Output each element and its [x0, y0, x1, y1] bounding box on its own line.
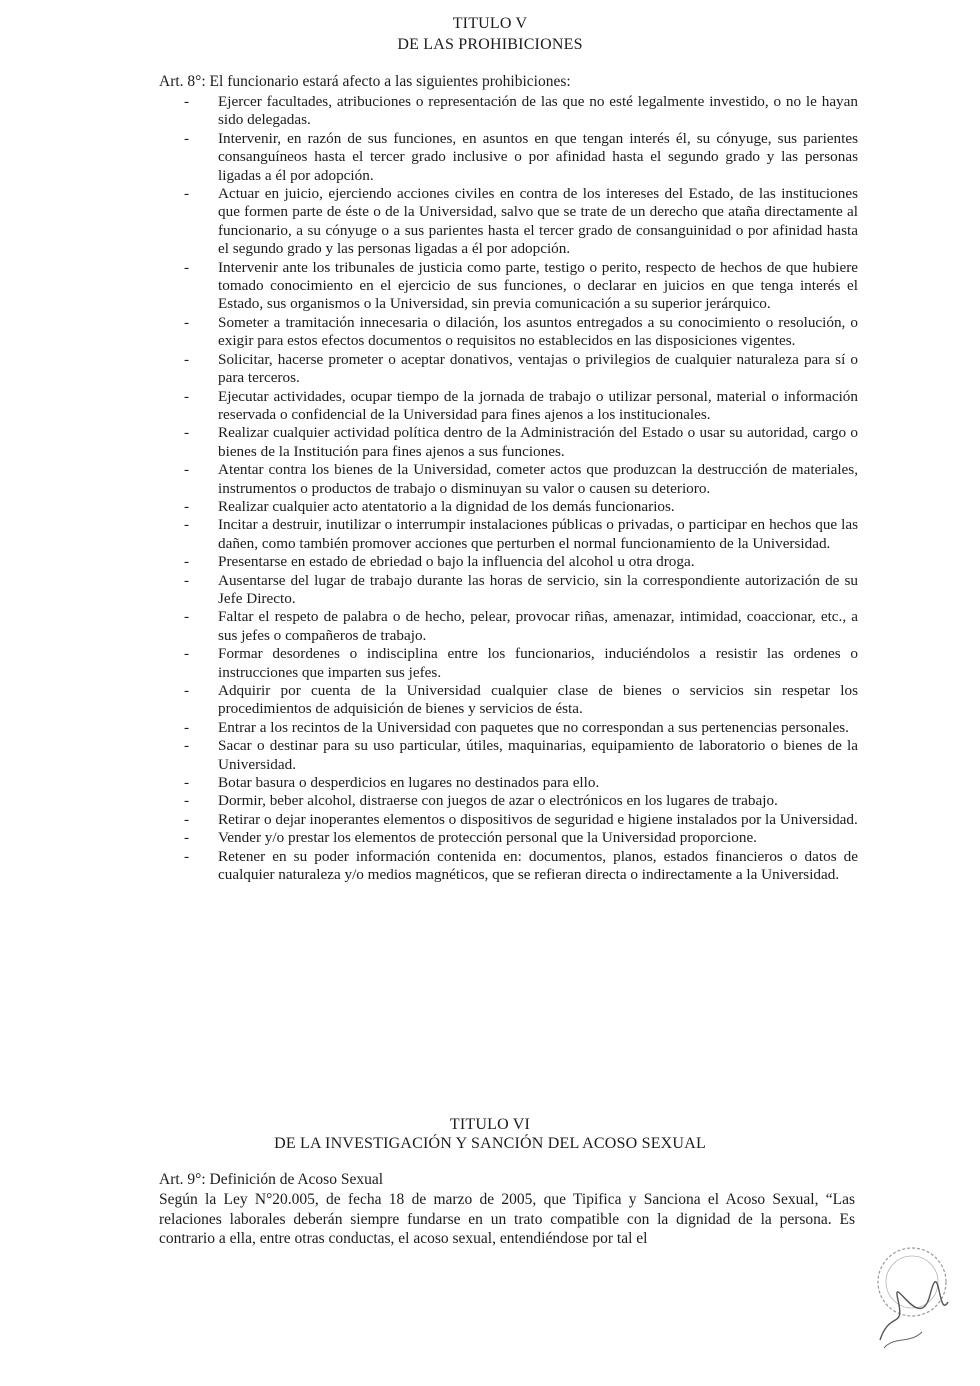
- prohibition-item: [178, 351, 858, 388]
- item-bullet: -: [184, 129, 190, 147]
- titulo-v-subheading: DE LAS PROHIBICIONES: [397, 36, 583, 53]
- prohibition-text: Adquirir por cuenta de la Universidad cualquier clase de bienes o servicios sin respetar los procedimientos de adquisición de bienes y servicios de ésta.: [218, 682, 858, 718]
- item-bullet: -: [184, 737, 190, 755]
- prohibition-text: Faltar el respeto de palabra o de hecho, pelear, provocar riñas, amenazar, intimidad, coaccionar, etc., a sus jefes o compañeros de trabajo.: [218, 608, 858, 644]
- prohibition-item: [178, 608, 858, 645]
- prohibition-text: Sacar o destinar para su uso particular, útiles, maquinarias, equipamiento de laboratorio o bienes de la Universidad.: [218, 737, 858, 773]
- item-bullet: -: [184, 516, 190, 534]
- prohibition-text: Botar basura o desperdicios en lugares no destinados para ello.: [218, 774, 600, 792]
- prohibition-item: [178, 388, 858, 425]
- item-bullet: -: [184, 93, 190, 110]
- item-bullet: -: [184, 792, 190, 810]
- prohibition-text: Realizar cualquier actividad política dentro de la Administración del Estado o usar su autoridad, cargo o bienes de la Institución para fines ajenos a sus funciones.: [218, 424, 858, 460]
- prohibition-item: [178, 130, 858, 185]
- art8-header: [159, 72, 571, 91]
- item-bullet: -: [184, 258, 190, 276]
- prohibition-text: Ausentarse del lugar de trabajo durante las horas de servicio, sin la correspondiente autorización de su Jefe Directo.: [218, 571, 858, 607]
- prohibition-item: [178, 737, 858, 774]
- prohibition-text: Intervenir ante los tribunales de justicia como parte, testigo o perito, respecto de hechos de que hubiere tomado conocimiento en el ejercicio de sus funciones, o declarar en juicios en que tenga interés el Estado, sus organismos o la Universidad, sin previa comunicación a su superior jerárquico.: [218, 258, 858, 313]
- prohibitions-list: [178, 93, 858, 884]
- item-bullet: -: [184, 847, 190, 865]
- item-bullet: -: [184, 829, 190, 847]
- item-bullet: -: [184, 387, 190, 405]
- prohibition-text: Retener en su poder información contenida en: documentos, planos, estados financieros o datos de cualquier naturaleza y/o medios magnéticos, que se refieran directa o indirectamente a la Universidad.: [218, 847, 858, 884]
- prohibition-item: [178, 774, 858, 792]
- item-bullet: -: [184, 608, 190, 626]
- prohibition-text: Solicitar, hacerse prometer o aceptar donativos, ventajas o privilegios de cualquier naturaleza para sí o para terceros.: [218, 350, 858, 387]
- prohibition-item: [178, 314, 858, 351]
- prohibition-item: [178, 185, 858, 259]
- prohibition-text: Intervenir, en razón de sus funciones, en asuntos en que tengan interés él, su cónyuge, sus parientes consanguíneos hasta el tercer grado inclusive o por afinidad hasta el segundo grado y las personas ligadas a él por adopción.: [218, 129, 858, 184]
- item-bullet: -: [184, 810, 190, 828]
- titulo-vi-subheading: DE LA INVESTIGACIÓN Y SANCIÓN DEL ACOSO SEXUAL: [274, 1135, 706, 1152]
- prohibition-text: Realizar cualquier acto atentatorio a la dignidad de los demás funcionarios.: [218, 497, 675, 515]
- signature-seal-icon: [860, 1240, 960, 1360]
- item-bullet: -: [184, 571, 190, 589]
- prohibition-item: [178, 572, 858, 609]
- prohibition-text: Ejercer facultades, atribuciones o representación de las que no esté legalmente investido, o no le hayan sido delegadas.: [218, 93, 858, 129]
- prohibition-text: Incitar a destruir, inutilizar o interrumpir instalaciones públicas o privadas, o participar en hechos que las dañen, como también promover acciones que perturben el normal funcionamiento de la Universidad.: [218, 516, 858, 552]
- prohibition-text: Someter a tramitación innecesaria o dilación, los asuntos entregados a su conocimiento o resolución, o exigir para estos efectos documentos o requisitos no establecidos en las disposiciones vigentes.: [218, 313, 858, 350]
- prohibition-item: [178, 829, 858, 847]
- prohibition-item: [178, 461, 858, 498]
- titulo-vi-heading: TITULO VI: [449, 1116, 531, 1133]
- art9-header: [159, 1170, 383, 1189]
- prohibition-item: [178, 424, 858, 461]
- item-bullet: -: [184, 645, 190, 663]
- prohibition-text: Dormir, beber alcohol, distraerse con juegos de azar o electrónicos en los lugares de trabajo.: [218, 792, 778, 810]
- prohibition-item: [178, 93, 858, 130]
- item-bullet: -: [184, 185, 190, 203]
- art9-paragraph: Según la Ley N°20.005, de fecha 18 de marzo de 2005, que Tipifica y Sanciona el Acoso Sexual, “Las relaciones laborales deberán siempre fundarse en un trato compatible con la dignidad de la persona. Es contrario a ella, entre otras conductas, el acoso sexual, entendiéndose por tal el: [159, 1191, 855, 1247]
- item-bullet: -: [184, 313, 190, 331]
- prohibition-text: Vender y/o prestar los elementos de protección personal que la Universidad proporcione.: [218, 829, 757, 847]
- prohibition-item: [178, 259, 858, 314]
- item-bullet: -: [184, 553, 190, 571]
- prohibition-text: Entrar a los recintos de la Universidad con paquetes que no correspondan a sus pertenencias personales.: [218, 718, 849, 736]
- item-bullet: -: [184, 350, 190, 368]
- item-bullet: -: [184, 774, 190, 792]
- prohibition-item: [178, 811, 858, 829]
- prohibition-item: [178, 645, 858, 682]
- prohibition-item: [178, 682, 858, 719]
- prohibition-text: Formar desordenes o indisciplina entre los funcionarios, induciéndolos a resistir las ordenes o instrucciones que imparten sus jefes.: [218, 645, 858, 681]
- art9-label: Art. 9°:: [159, 1171, 206, 1188]
- art8-label: Art. 8°:: [159, 73, 206, 90]
- item-bullet: -: [184, 682, 190, 699]
- item-bullet: -: [184, 424, 190, 442]
- prohibition-item: [178, 792, 858, 810]
- prohibition-item: [178, 498, 858, 516]
- titulo-v-heading: TITULO V: [452, 15, 528, 32]
- prohibition-text: Presentarse en estado de ebriedad o bajo la influencia del alcohol u otra droga.: [218, 553, 695, 571]
- prohibition-item: [178, 553, 858, 571]
- prohibition-text: Actuar en juicio, ejerciendo acciones civiles en contra de los intereses del Estado, de las instituciones que formen parte de éste o de la Universidad, salvo que se trate de un derecho que ataña directamente al funcionario, a su cónyuge o a sus parientes hasta el tercer grado de consanguinidad o por afinidad hasta el segundo grado y las personas ligadas a él por adopción.: [218, 185, 858, 258]
- art9-title: Definición de Acoso Sexual: [209, 1171, 384, 1188]
- item-bullet: -: [184, 497, 190, 515]
- prohibition-text: Retirar o dejar inoperantes elementos o dispositivos de seguridad e higiene instalados por la Universidad.: [218, 810, 858, 828]
- art8-intro: El funcionario estará afecto a las siguientes prohibiciones:: [209, 73, 571, 90]
- prohibition-item: [178, 516, 858, 553]
- item-bullet: -: [184, 718, 190, 736]
- item-bullet: -: [184, 461, 190, 479]
- prohibition-text: Ejecutar actividades, ocupar tiempo de la jornada de trabajo o utilizar personal, material o información reservada o confidencial de la Universidad para fines ajenos a los institucionales.: [218, 387, 858, 423]
- prohibition-item: [178, 719, 858, 737]
- prohibition-text: Atentar contra los bienes de la Universidad, cometer actos que produzcan la destrucción de materiales, instrumentos o productos de trabajo o disminuyan su valor o causen su deterioro.: [218, 461, 858, 497]
- prohibition-item: [178, 848, 858, 885]
